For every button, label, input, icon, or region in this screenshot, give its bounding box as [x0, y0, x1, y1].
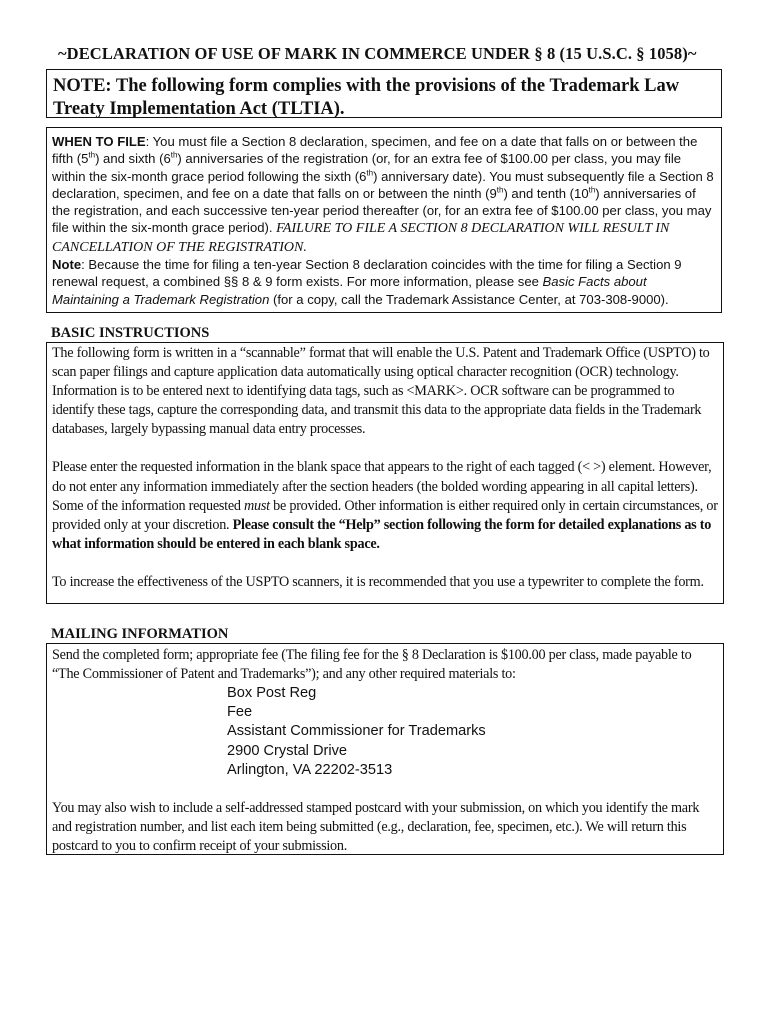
note-text: : Because the time for filing a ten-year Section 8 declaration coincides with the time for filing a Section 9 renewal request, a combined §§ 8 & 9 form exists. For more information, please see [52, 257, 682, 290]
cancellation-warning: FAILURE TO FILE A SECTION 8 DECLARATION WILL RESULT IN CANCELLATION OF THE REGISTRATION. [52, 221, 670, 255]
address-line: 2900 Crystal Drive [227, 742, 348, 759]
address-line: Box Post Reg [227, 685, 317, 701]
note-text-end: (for a copy, call the Trademark Assistance Center, at 703-308-9000). [269, 291, 669, 307]
superscript: th [170, 150, 178, 160]
when-to-file-text: ) anniversary date). You must subsequently file a Section 8 declaration, specimen, and fee on a date that falls on or between the ninth (9 [52, 168, 714, 201]
address-line: Fee [227, 704, 253, 721]
when-to-file-text: ) anniversaries of the registration, and each successive ten-year period thereafter (or, for an extra fee of $100.00 per class, you may file within the six-month grace period). [52, 185, 712, 236]
postcard-note: You may also wish to include a self-addressed stamped postcard with your submission, on which you identify the mark and registration number, and list each item being submitted (e.g., declaration, fee, specimen, etc.). We will return this postcard to you to confirm receipt of your submission. [52, 800, 700, 855]
basic-instructions-box [46, 342, 724, 604]
superscript: th [88, 150, 96, 160]
page-title: ~DECLARATION OF USE OF MARK IN COMMERCE UNDER § 8 (15 U.S.C. § 1058)~ [58, 44, 697, 63]
instructions-paragraph [52, 458, 718, 553]
instructions-paragraph: The following form is written in a “scannable” format that will enable the U.S. Patent and Trademark Office (USPTO) to scan paper filings and capture application data automatically using optical character recognition (OCR) technology. Information is to be entered next to identifying data tags, such as <MARK>. OCR software can be programmed to identify these tags, capture the corresponding data, and transmit this data to the appropriate data fields in the Trademark databases, largely bypassing manual data entry processes. [52, 345, 710, 438]
superscript: th [496, 185, 504, 195]
mailing-information-box [46, 643, 724, 855]
when-to-file-label: WHEN TO FILE [52, 134, 146, 149]
mailing-information-heading: MAILING INFORMATION [51, 626, 229, 642]
instructions-text: be provided. Other information is either required only in certain circumstances, or provided only at your discretion. [52, 497, 718, 533]
address-line: Assistant Commissioner for Trademarks [227, 723, 486, 740]
instructions-text: Please enter the requested information in the blank space that appears to the right of each tagged (< >) element. However, do not enter any information immediately after the section headers (the bolded wording appearing in all capital letters). Some of the information requested [52, 459, 712, 514]
note-label: Note [52, 257, 82, 273]
when-to-file-text: ) and tenth (10 [503, 185, 589, 201]
superscript: th [588, 185, 596, 195]
mailing-address [227, 684, 718, 780]
basic-instructions-heading: BASIC INSTRUCTIONS [51, 325, 210, 341]
must-emphasis: must [244, 497, 270, 514]
address-line: Arlington, VA 22202-3513 [227, 761, 393, 778]
when-to-file-text: : You must file a Section 8 declaration, specimen, and fee on a date that falls on or between the fifth (5 [52, 134, 698, 167]
mailing-intro: Send the completed form; appropriate fee (The filing fee for the § 8 Declaration is $100.00 per class, made payable to “The Commissioner of Patent and Trademarks”); and any other required materials to: [52, 647, 692, 682]
superscript: th [366, 168, 374, 178]
instructions-paragraph: To increase the effectiveness of the USPTO scanners, it is recommended that you use a typewriter to complete the form. [52, 573, 704, 590]
when-to-file-box [46, 127, 722, 313]
tltia-note-box [46, 69, 722, 118]
tltia-note-text: NOTE: The following form complies with the provisions of the Trademark Law Treaty Implementation Act (TLTIA). [53, 76, 680, 119]
help-section-notice: Please consult the “Help” section following the form for detailed explanations as to what information should be entered in each blank space. [52, 516, 712, 552]
when-to-file-text: ) anniversaries of the registration (or, for an extra fee of $100.00 per class, you may file within the six-month grace period following the sixth (6 [52, 151, 682, 184]
basic-facts-reference: Basic Facts about Maintaining a Trademark Registration [52, 274, 647, 307]
when-to-file-text: ) and sixth (6 [95, 151, 171, 167]
